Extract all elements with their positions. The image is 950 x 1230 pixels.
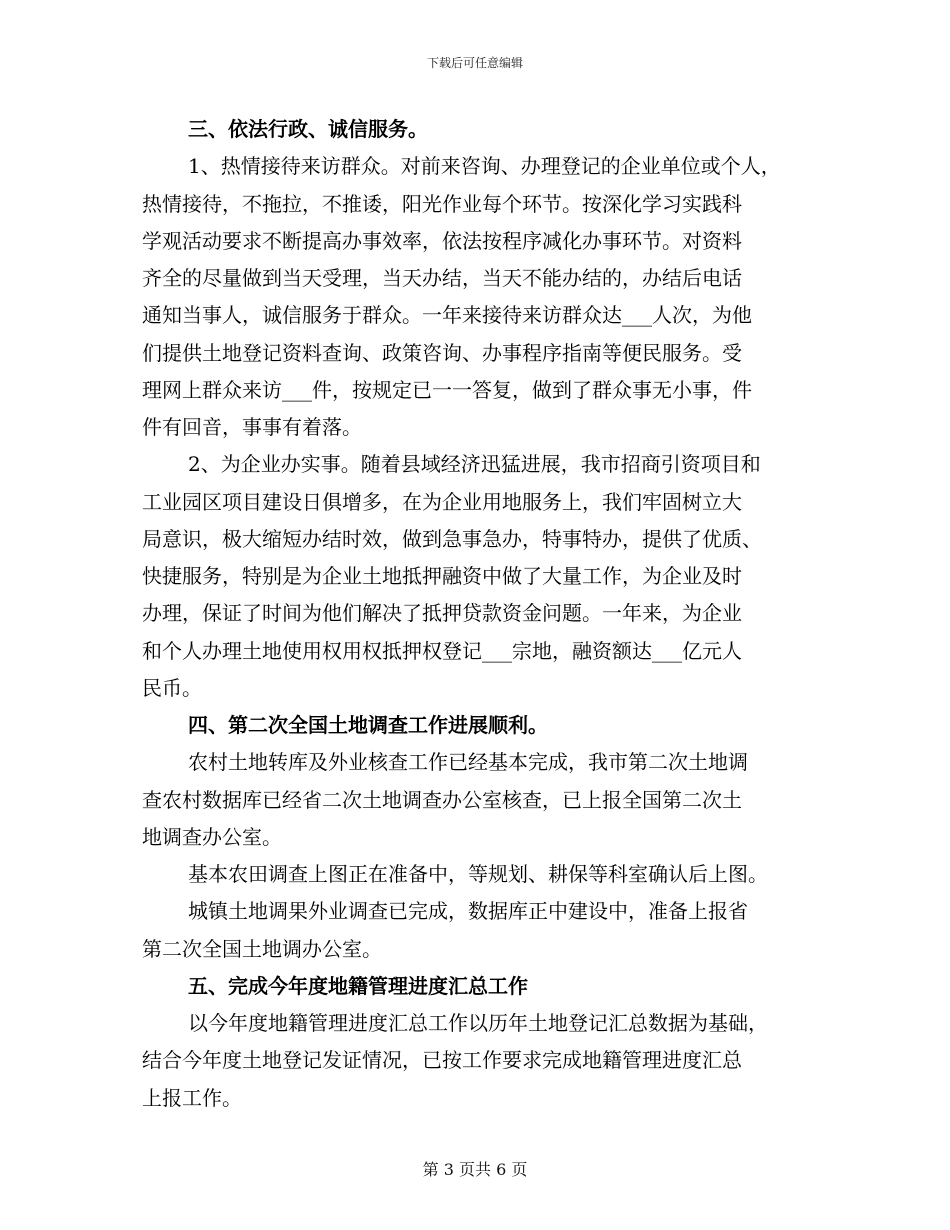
paragraph-line: 工业园区项目建设日俱增多，在为企业用地服务上，我们牢固树立大 <box>142 489 742 514</box>
paragraph-line: 件有回音，事事有着落。 <box>142 415 362 439</box>
paragraph-line: 上报工作。 <box>142 1085 242 1110</box>
section-heading: 三、依法行政、诚信服务。 <box>188 117 428 141</box>
paragraph-line: 热情接待，不拖拉，不推诿，阳光作业每个环节。按深化学习实践科 <box>142 191 742 216</box>
paragraph-line: 查农村数据库已经省二次土地调查办公室核查，已上报全国第二次土 <box>142 787 742 812</box>
paragraph-line: 们提供土地登记资料查询、政策咨询、办事程序指南等便民服务。受 <box>142 340 742 365</box>
section-heading: 五、完成今年度地籍管理进度汇总工作 <box>188 973 528 998</box>
paragraph-line: 基本农田调查上图正在准备中，等规划、耕保等科室确认后上图。 <box>188 862 768 886</box>
page-header: 下载后可任意编辑 <box>426 56 523 70</box>
document-body <box>142 111 808 1117</box>
paragraph-line: 快捷服务，特别是为企业土地抵押融资中做了大量工作，为企业及时 <box>142 564 742 588</box>
paragraph-line: 齐全的尽量做到当天受理，当天办结，当天不能办结的，办结后电话 <box>142 266 742 290</box>
page-number-footer: 第 3 页共 6 页 <box>422 1160 528 1179</box>
paragraph-line: 民币。 <box>142 675 202 700</box>
paragraph-line: 地调查办公室。 <box>142 824 282 849</box>
paragraph-line: 2、为企业办实事。随着县域经济迅猛进展，我市招商引资项目和 <box>188 452 761 477</box>
paragraph-line: 办理，保证了时间为他们解决了抵押贷款资金问题。一年来，为企业 <box>142 601 742 626</box>
paragraph-line: 结合今年度土地登记发证情况，已按工作要求完成地籍管理进度汇总 <box>142 1048 742 1073</box>
paragraph-line: 通知当事人，诚信服务于群众。一年来接待来访群众达___人次，为他 <box>142 303 752 328</box>
paragraph-line: 农村土地转库及外业核查工作已经基本完成，我市第二次土地调 <box>188 750 748 775</box>
paragraph-line: 第二次全国土地调办公室。 <box>142 936 382 961</box>
section-heading: 四、第二次全国土地调查工作进展顺利。 <box>188 713 548 737</box>
paragraph-line: 理网上群众来访___件，按规定已一一答复，做到了群众事无小事，件 <box>142 377 752 402</box>
paragraph-line: 以今年度地籍管理进度汇总工作以历年土地登记汇总数据为基础， <box>188 1011 768 1035</box>
paragraph-line: 城镇土地调果外业调查已完成，数据库正中建设中，准备上报省 <box>188 899 748 924</box>
paragraph-line: 局意识，极大缩短办结时效，做到急事急办，特事特办，提供了优质、 <box>142 526 762 551</box>
paragraph-line: 学观活动要求不断提高办事效率，依法按程序减化办事环节。对资料 <box>142 228 742 253</box>
paragraph-line: 1、热情接待来访群众。对前来咨询、办理登记的企业单位或个人， <box>188 154 781 179</box>
paragraph-line: 和个人办理土地使用权用权抵押权登记___宗地，融资额达___亿元人 <box>142 638 742 663</box>
